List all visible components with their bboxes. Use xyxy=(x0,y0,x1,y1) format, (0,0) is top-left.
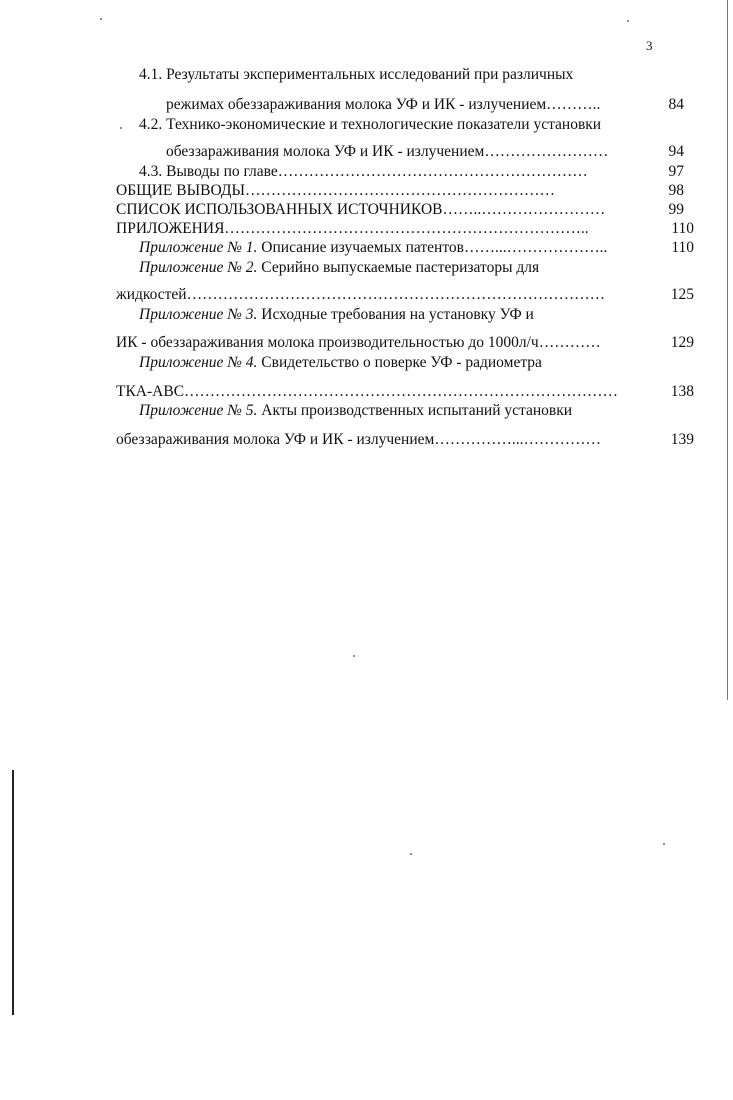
toc-page-number: 110 xyxy=(671,239,694,256)
toc-line xyxy=(139,401,572,421)
toc-line xyxy=(116,181,555,201)
toc-line xyxy=(116,430,601,450)
toc-line-text: 4.2. Технико-экономические и технологические показатели установки xyxy=(139,116,602,133)
toc-line xyxy=(139,238,607,258)
toc-line xyxy=(139,162,588,182)
toc-line-text: 4.1. Результаты экспериментальных исследований при различных xyxy=(139,66,574,83)
toc-page-number: 84 xyxy=(668,96,684,113)
toc-line xyxy=(166,142,608,162)
toc-page-number: 125 xyxy=(670,286,694,303)
toc-page-number: 138 xyxy=(670,383,694,400)
toc-line xyxy=(139,258,539,278)
toc-line xyxy=(116,333,601,353)
toc-line xyxy=(139,115,601,135)
toc-line-text: ОБЩИЕ ВЫВОДЫ…………………………………………………… xyxy=(116,182,555,199)
page-number: 3 xyxy=(646,38,653,53)
toc-page-number: 99 xyxy=(668,201,684,218)
toc-appendix-label: Приложение № 2. xyxy=(139,259,258,276)
toc-page-number: 97 xyxy=(668,163,684,180)
toc-appendix-label: Приложение № 5. xyxy=(139,402,258,419)
toc-line xyxy=(116,382,618,402)
toc-line-text: Акты производственных испытаний установки xyxy=(257,402,573,419)
toc-page-number: 98 xyxy=(668,182,684,199)
toc-line xyxy=(116,200,605,220)
toc-line-text: обеззараживания молока УФ и ИК - излучением…………………… xyxy=(166,143,609,160)
toc-line-text: ИК - обеззараживания молока производительностью до 1000л/ч………… xyxy=(116,334,601,351)
toc-line-text: 4.3. Выводы по главе…………………………………………………… xyxy=(139,163,588,180)
toc-line xyxy=(166,95,600,115)
toc-line-text: режимах обеззараживания молока УФ и ИК - излучением……….. xyxy=(166,96,601,113)
toc-appendix-label: Приложение № 4. xyxy=(139,354,258,371)
toc-line xyxy=(139,305,534,325)
toc-page-number: 139 xyxy=(670,431,694,448)
toc-line-text: Свидетельство о поверке УФ - радиометра xyxy=(257,354,542,371)
toc-line-text: ТКА-АВС………………………………………………………………………… xyxy=(116,383,619,400)
toc-line-text: СПИСОК ИСПОЛЬЗОВАННЫХ ИСТОЧНИКОВ……..…………………… xyxy=(116,201,606,218)
toc-line xyxy=(139,353,542,373)
toc-line xyxy=(116,219,589,239)
toc-page-number: 110 xyxy=(671,220,694,237)
toc-line-text: жидкостей……………………………………………………………………… xyxy=(116,286,606,303)
toc-line-text: ПРИЛОЖЕНИЯ…………………………………………………………….. xyxy=(116,220,589,237)
toc-appendix-label: Приложение № 1. xyxy=(139,239,258,256)
toc-line-text: Исходные требования на установку УФ и xyxy=(257,306,534,323)
toc-line xyxy=(116,285,605,305)
toc-page-number: 129 xyxy=(670,334,694,351)
toc-line-text: Серийно выпускаемые пастеризаторы для xyxy=(257,259,540,276)
toc-line-text: обеззараживания молока УФ и ИК - излучением……………...…………… xyxy=(116,431,601,448)
toc-page-number: 94 xyxy=(668,143,684,160)
toc-line-text: Описание изучаемых патентов……...……………….. xyxy=(257,239,608,256)
toc-line xyxy=(139,65,573,85)
toc-appendix-label: Приложение № 3. xyxy=(139,306,258,323)
